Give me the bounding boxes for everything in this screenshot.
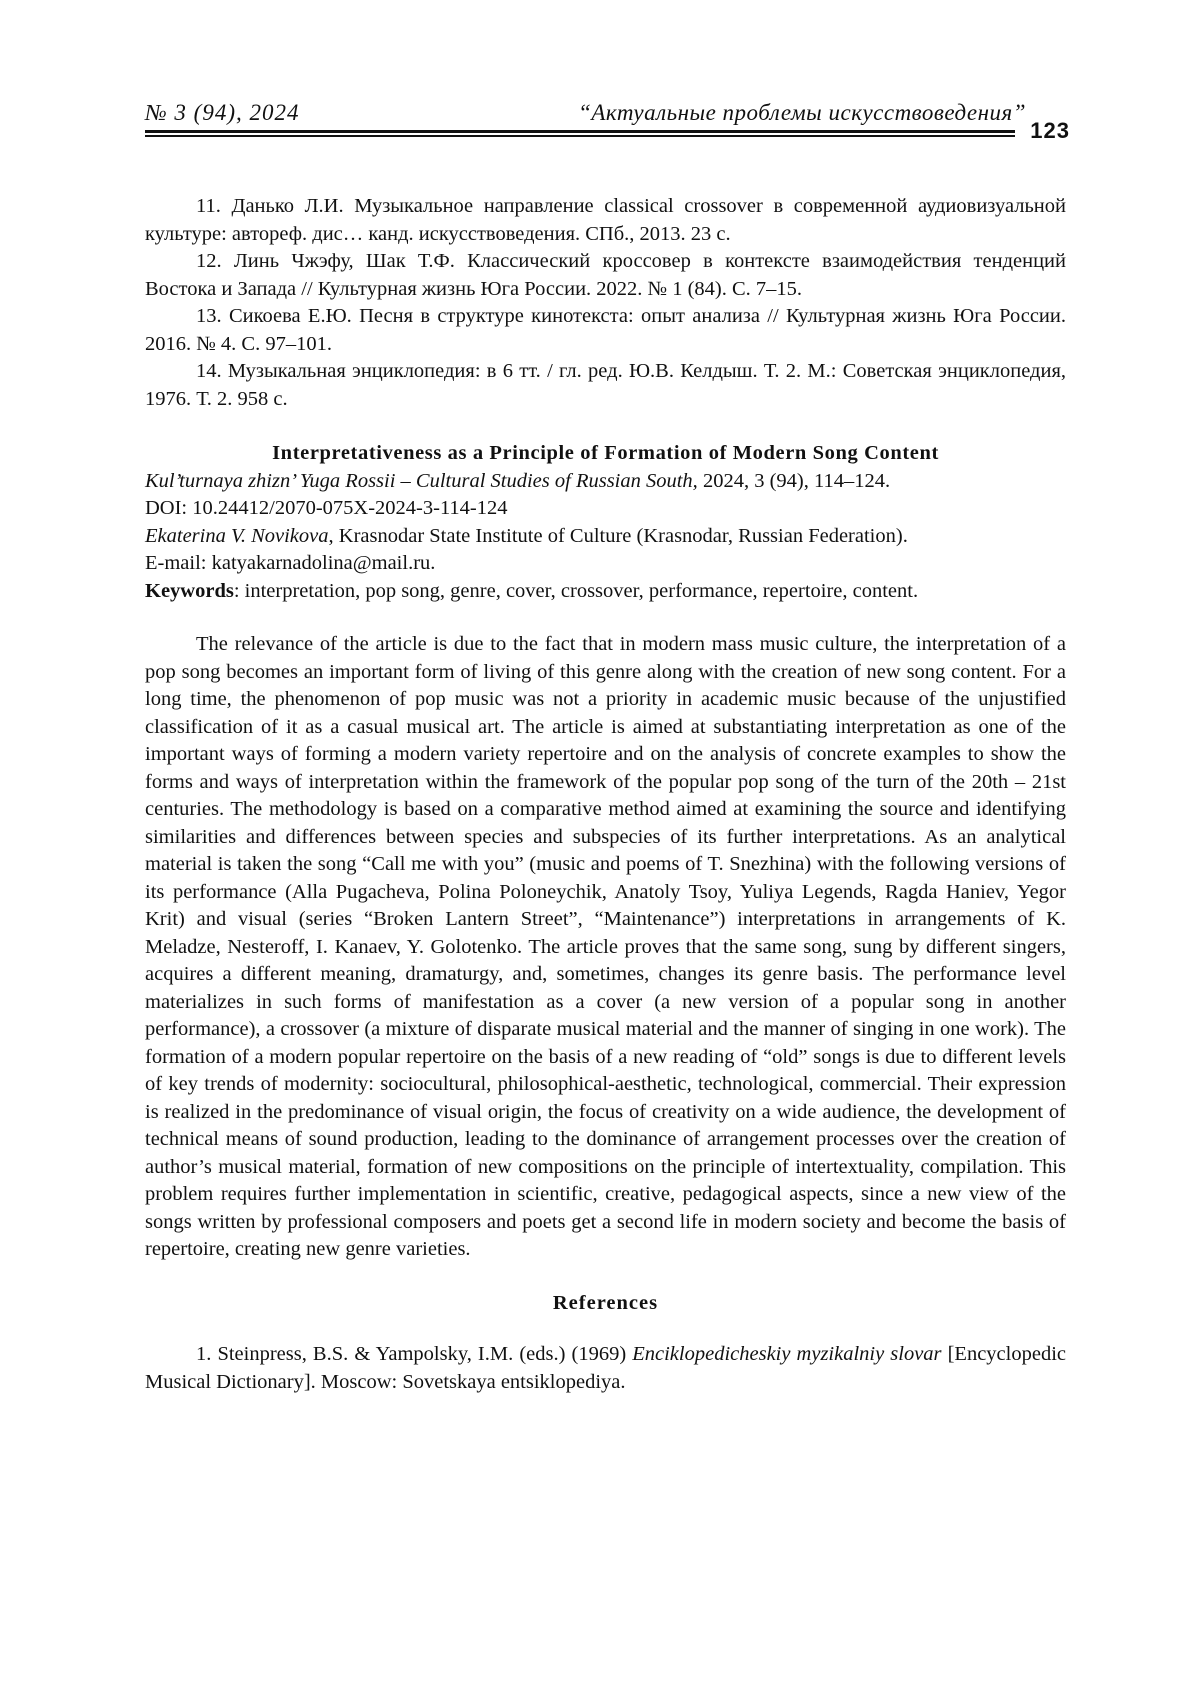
- reference-ru-12: 12. Линь Чжэфу, Шак Т.Ф. Классический кроссовер в контексте взаимодействия тенденций Востока и Запада // Культурная жизнь Юга России. 2022. № 1 (84). С. 7–15.: [145, 248, 1066, 303]
- article-title-en: Interpretativeness as a Principle of Formation of Modern Song Content: [145, 440, 1066, 468]
- header-rule-thin: [145, 135, 1015, 137]
- reference-en-1-title: Enciklopedicheskiy myzikalniy slovar: [632, 1343, 941, 1365]
- reference-ru-11: 11. Данько Л.И. Музыкальное направление classical crossover в современной аудиовизуальной культуре: автореф. дис… канд. искусствоведения. СПб., 2013. 23 с.: [145, 193, 1066, 248]
- reference-en-1: [145, 1341, 1066, 1396]
- reference-ru-13: 13. Сикоева Е.Ю. Песня в структуре кинотекста: опыт анализа // Культурная жизнь Юга России. 2016. № 4. С. 97–101.: [145, 303, 1066, 358]
- author-line: [145, 523, 1066, 551]
- email-line: E-mail: katyakarnadolina@mail.ru.: [145, 550, 1066, 578]
- keywords-list: : interpretation, pop song, genre, cover, crossover, performance, repertoire, content.: [234, 580, 918, 602]
- source-issue: 2024, 3 (94), 114–124.: [698, 470, 890, 492]
- reference-en-1-authors: 1. Steinpress, B.S. & Yampolsky, I.M. (eds.) (1969): [196, 1343, 632, 1365]
- author-name: Ekaterina V. Novikova: [145, 525, 329, 547]
- author-affiliation: , Krasnodar State Institute of Culture (Krasnodar, Russian Federation).: [329, 525, 908, 547]
- issue-number: № 3 (94), 2024: [145, 100, 300, 126]
- reference-ru-14: 14. Музыкальная энциклопедия: в 6 тт. / гл. ред. Ю.В. Келдыш. Т. 2. М.: Советская энциклопедия, 1976. Т. 2. 958 с.: [145, 358, 1066, 413]
- source-line: [145, 468, 1066, 496]
- reference-en-1-publisher: [Encyclopedic Musical Dictionary]. Moscow: Sovetskaya entsiklopediya.: [145, 1343, 1066, 1393]
- source-journal: Kul’turnaya zhizn’ Yuga Rossii – Cultural Studies of Russian South,: [145, 470, 698, 492]
- page-number: 123: [1030, 118, 1070, 144]
- abstract-paragraph: The relevance of the article is due to the fact that in modern mass music culture, the interpretation of a pop song becomes an important form of living of this genre along with the creation of new song content. For a long time, the phenomenon of pop music was not a priority in academic music because of the unjustified classification of it as a casual musical art. The article is aimed at substantiating interpretation as one of the important ways of forming a modern variety repertoire and on the analysis of concrete examples to show the forms and ways of interpretation within the framework of the popular pop song of the turn of the 20th – 21st centuries. The methodology is based on a comparative method aimed at examining the source and identifying similarities and differences between species and subspecies of its further interpretations. As an analytical material is taken the song “Call me with you” (music and poems of T. Snezhina) with the following versions of its performance (Alla Pugacheva, Polina Poloneychik, Anatoly Tsoy, Yuliya Legends, Ragda Haniev, Yegor Krit) and visual (series “Broken Lantern Street”, “Maintenance”) interpretations in arrangements of K. Meladze, Nesteroff, I. Kanaev, Y. Golotenko. The article proves that the same song, sung by different singers, acquires a different meaning, dramaturgy, and, sometimes, changes its genre basis. The performance level materializes in such forms of manifestation as a cover (a new version of a popular song in another performance), a crossover (a mixture of disparate musical material and the manner of singing in one work). The formation of a modern popular repertoire on the basis of a new reading of “old” songs is due to different levels of key trends of modernity: sociocultural, philosophical-aesthetic, technological, commercial. Their expression is realized in the predominance of visual origin, the focus of creativity on a wide audience, the development of technical means of sound production, leading to the dominance of arrangement processes over the creation of author’s musical material, formation of new compositions on the principle of intertextuality, compilation. This problem requires further implementation in scientific, creative, pedagogical aspects, since a new view of the songs written by professional composers and poets get a second life in modern society and become the basis of repertoire, creating new genre varieties.: [145, 631, 1066, 1264]
- keywords-line: [145, 578, 1066, 606]
- journal-title: “Актуальные проблемы искусствоведения”: [578, 100, 1026, 126]
- references-heading: References: [145, 1290, 1066, 1318]
- header-rule-thick: [145, 130, 1015, 133]
- running-header: [145, 100, 1066, 140]
- page-body: [145, 193, 1066, 1396]
- keywords-label: Keywords: [145, 580, 234, 602]
- doi-line: DOI: 10.24412/2070-075X-2024-3-114-124: [145, 495, 1066, 523]
